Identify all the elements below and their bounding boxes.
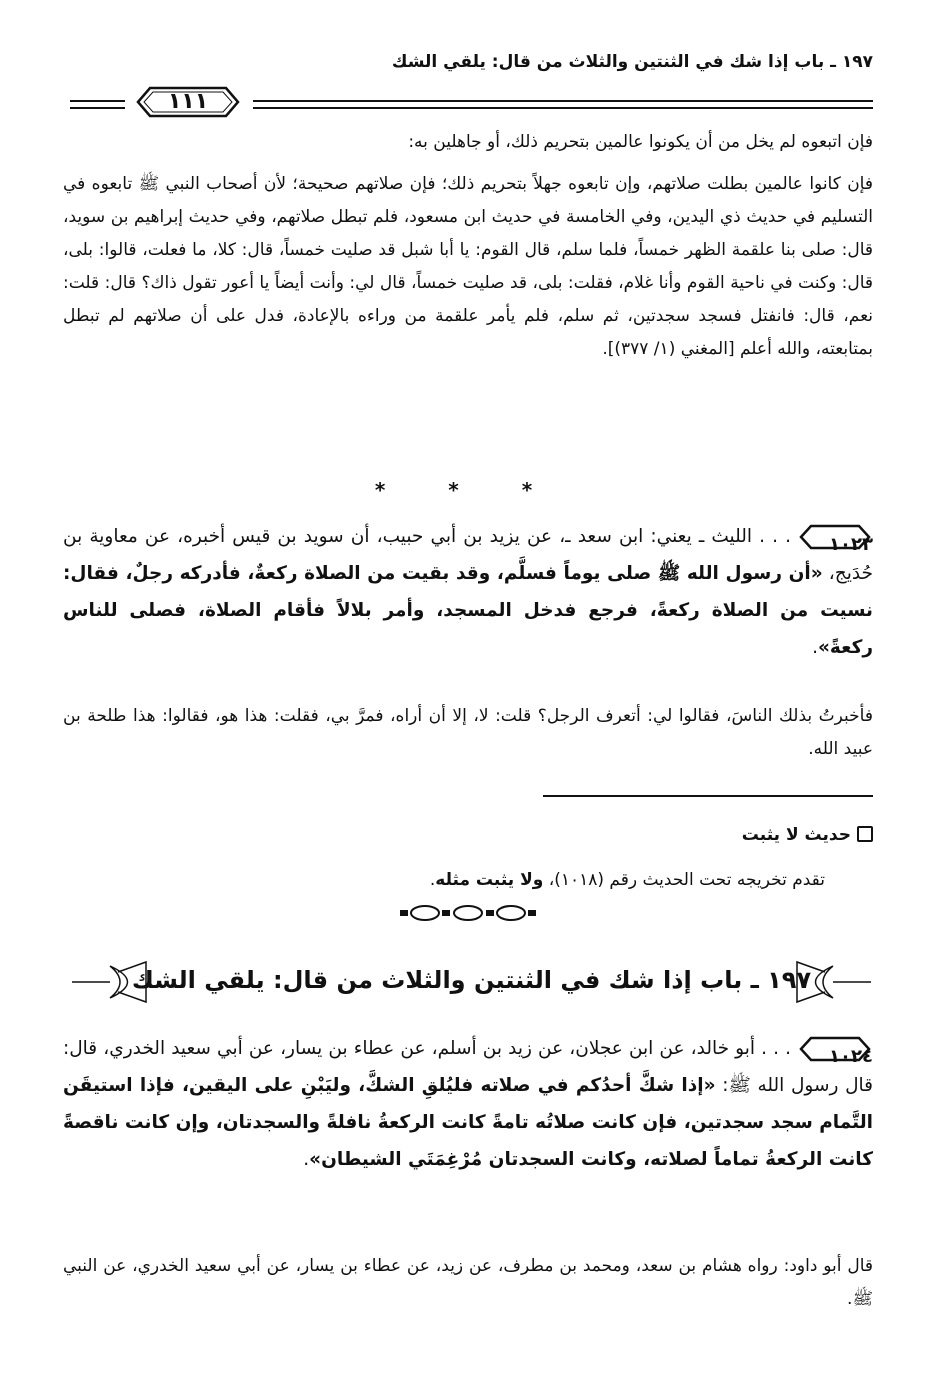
hadith-number: ١٠٢٣: [829, 534, 873, 555]
chapter-title: ١٩٧ ـ باب إذا شك في الثنتين والثلاث من قال: يلقي الشك: [131, 966, 812, 994]
hadith-matn: «أن رسول الله ﷺ صلى يوماً فسلَّم، وقد بقيت من الصلاة ركعةٌ، فأدركه رجلٌ، فقال: نسيت من الصلاة ركعةً، فرجع فدخل المسجد، وأمر بلالاً فأقام الصلاة، فصلى للناس ركعةً»: [63, 563, 873, 658]
hadith-end-mark: .: [303, 1149, 310, 1170]
chapter-heading: [70, 958, 873, 1008]
footnote-separator: [543, 795, 873, 797]
page-number: ١١١: [167, 89, 209, 114]
hadith-end-mark: .: [812, 637, 818, 658]
ornament-icon: [398, 904, 538, 922]
running-header: [70, 52, 873, 114]
hadith-1023: [63, 518, 873, 666]
seal-icon: [857, 826, 873, 842]
takhrij-title: حديث لا يثبت: [741, 825, 851, 845]
header-rule-right: [253, 100, 873, 109]
takhrij-heading: [742, 825, 873, 845]
takhrij-note-end: .: [429, 870, 436, 890]
takhrij-note-bold: ولا يثبت مثله: [435, 870, 544, 890]
hadith-number: ١٠٢٤: [829, 1046, 873, 1067]
hadith-matn: «إذا شكَّ أحدُكم في صلاته فليُلقِ الشكَّ، وليَبْنِ على اليقين، فإذا استيقَن التَّمام سجد سجدتين، فإن كانت صلاتُه تامةً كانت الركعةُ نافلةً والسجدتان، وإن كانت ناقصةً كانت الركعةُ تماماً لصلاته، وكانت السجدتان مُرْغِمَتَي الشيطان»: [63, 1075, 873, 1170]
hadith-1023-addition: فأخبرتُ بذلك الناسَ، فقالوا لي: أتعرف الرجل؟ قلت: لا، إلا أن أراه، فمرَّ بي، فقلت: هذا هو، فقالوا: هذا طلحة بن عبيد الله.: [63, 706, 873, 759]
section-separator-stars: * * *: [374, 478, 561, 502]
abu-dawud-comment: قال أبو داود: رواه هشام بن سعد، ومحمد بن مطرف، عن زيد، عن عطاء بن يسار، عن أبي سعيد الخدري، عن النبي ﷺ.: [63, 1256, 873, 1309]
page-number-frame: [132, 82, 244, 122]
takhrij-note-prefix: تقدم تخريجه تحت الحديث رقم (١٠١٨)،: [543, 870, 825, 890]
running-title: ١٩٧ ـ باب إذا شك في الثنتين والثلاث من قال: يلقي الشك: [391, 52, 873, 72]
hadith-isnad: . . . الليث ـ يعني: ابن سعد ـ، عن يزيد بن أبي حبيب، أن سويد بن قيس أخبره، عن معاوية بن حُدَيج،: [63, 526, 873, 584]
section-end-ornament: [0, 904, 935, 922]
hadith-number-badge: [797, 1035, 873, 1067]
hadith-isnad: . . . أبو خالد، عن ابن عجلان، عن زيد بن أسلم، عن عطاء بن يسار، عن أبي سعيد الخدري، قال: قال رسول الله ﷺ:: [63, 1038, 874, 1096]
hadith-number-badge: [797, 523, 873, 555]
header-rule-left: [70, 100, 125, 109]
hadith-1024: [63, 1030, 873, 1178]
takhrij-note: [430, 870, 825, 890]
commentary-paragraph-1: فإن اتبعوه لم يخل من أن يكونوا عالمين بتحريم ذلك، أو جاهلين به:: [408, 132, 873, 152]
commentary-paragraph-2: فإن كانوا عالمين بطلت صلاتهم، وإن تابعوه جهلاً بتحريم ذلك؛ فإن صلاتهم صحيحة؛ لأن أصحاب النبي ﷺ تابعوه في التسليم في حديث ذي اليدين، وفي الخامسة في حديث ابن مسعود، فلم تبطل صلاتهم، وفي حديث إبراهيم بن سويد، قال: صلى بنا علقمة الظهر خمساً، فلما سلم، قال القوم: يا أبا شبل قد صليت خمساً، قال: كلا، ما فعلت، قالوا: بلى، قال: وكنت في ناحية القوم وأنا غلام، فقلت: بلى، قد صليت خمساً، قال لي: وأنت أيضاً يا أعور تقول ذاك؟ قال: قلت: نعم، قال: فانفتل فسجد سجدتين، ثم سلم، فلم يأمر علقمة من وراءه بالإعادة، فدل على أن صلاتهم لم تبطل بمتابعته، والله أعلم [المغني (١/ ٣٧٧)].: [63, 174, 873, 359]
